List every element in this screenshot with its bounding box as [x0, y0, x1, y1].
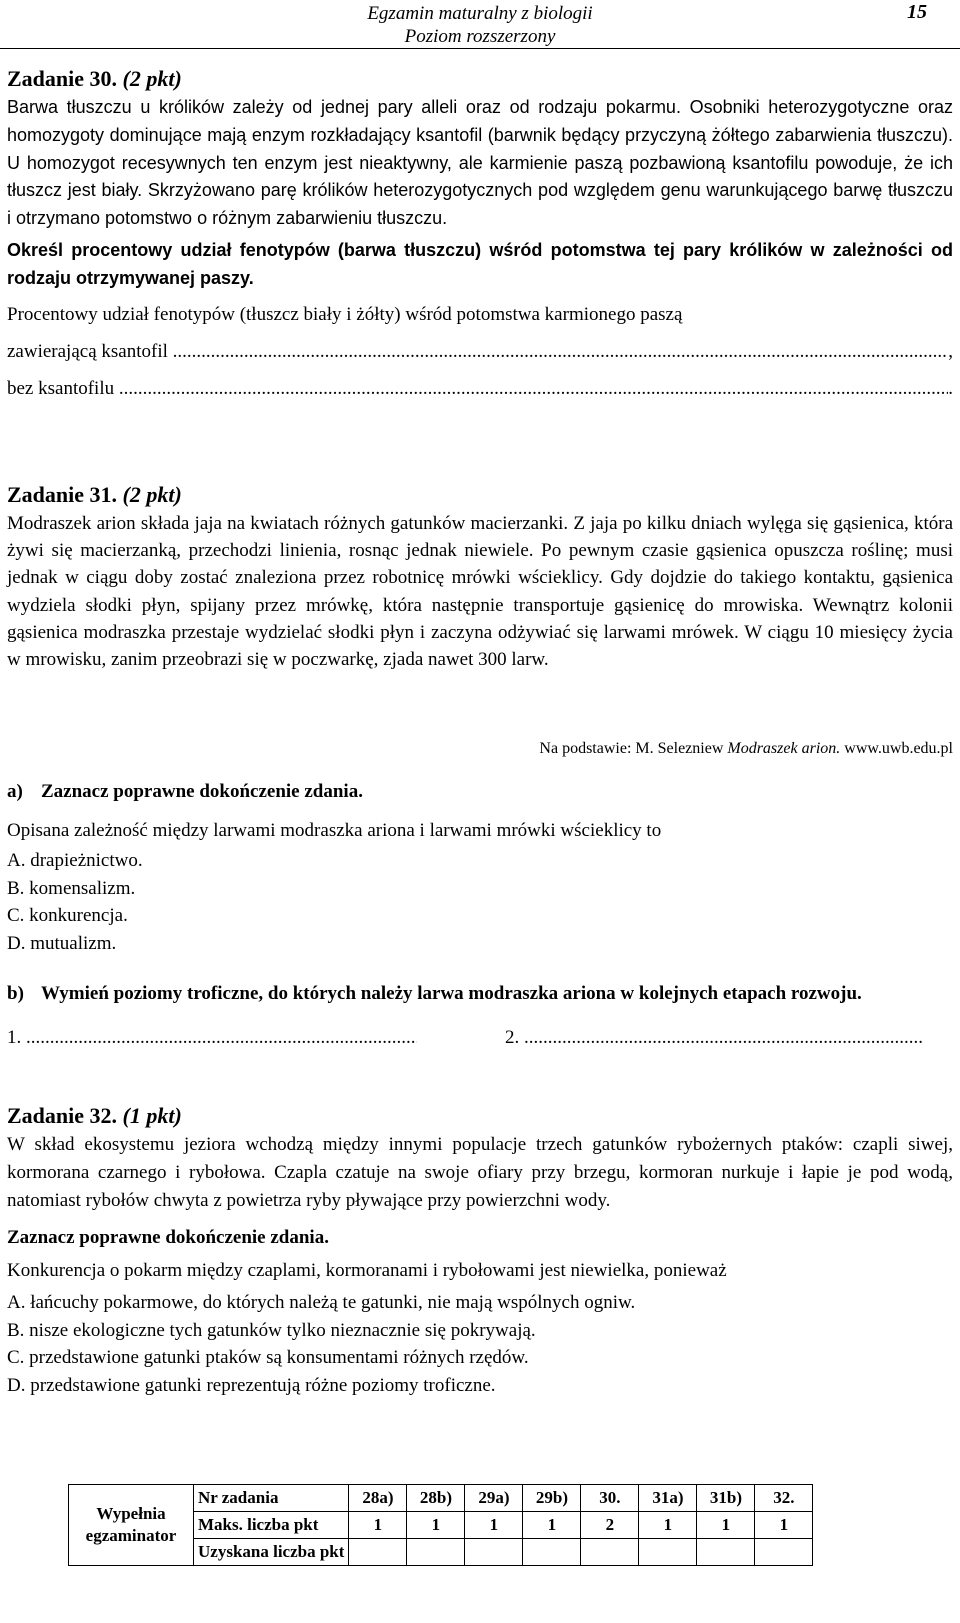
score-table — [68, 1484, 813, 1566]
task-31-heading — [7, 482, 953, 508]
task-30-heading — [7, 66, 953, 92]
answer-line-end: , — [948, 340, 953, 362]
task-31-title: Zadanie 31. — [7, 482, 118, 507]
option-c[interactable]: C. przedstawione gatunki ptaków są konsumentami różnych rzędów. — [7, 1347, 529, 1368]
obtained-points-cell[interactable] — [523, 1539, 581, 1566]
answer-line-label: bez ksantofilu — [7, 377, 119, 399]
filled-by-line2: egzaminator — [85, 1526, 177, 1545]
task-30-answer-line-1[interactable] — [7, 338, 953, 366]
task-30-answer-line-2[interactable] — [7, 375, 953, 403]
table-row — [69, 1485, 813, 1512]
task-30-points: (2 pkt) — [122, 66, 182, 91]
part-b-answer-2[interactable] — [505, 1024, 923, 1052]
max-points-cell: 1 — [349, 1512, 407, 1539]
exam-title — [350, 2, 610, 48]
row-label-task-number: Nr zadania — [194, 1485, 349, 1512]
task-32-paragraph: W skład ekosystemu jeziora wchodzą między innymi populacje trzech gatunków rybożernych ptaków: czapli siwej, kormorana czarnego i rybołowa. Czapla czatuje na swoje ofiary przy brzegu, kormoran nurkuje i łapie je pod wodą, natomiast rybołów chwyta z powietrza ryby pływające przy powierzchni wody. — [7, 1134, 953, 1211]
answer-line-end: . — [948, 377, 953, 399]
answer-dots — [524, 1024, 923, 1052]
task-32-options — [7, 1289, 953, 1399]
task-number-cell: 29b) — [523, 1485, 581, 1512]
source-suffix: www.uwb.edu.pl — [840, 740, 953, 757]
task-32-instruction: Zaznacz poprawne dokończenie zdania. — [7, 1227, 329, 1248]
source-title: Modraszek arion. — [727, 740, 841, 757]
task-30-instruction: Określ procentowy udział fenotypów (barwa tłuszczu) wśród potomstwa tej pary królików w zależności od rodzaju otrzymywanej paszy. — [7, 239, 953, 289]
part-b-text: Wymień poziomy troficzne, do których należy larwa modraszka ariona w kolejnych etapach rozwoju. — [41, 983, 862, 1004]
obtained-points-cell[interactable] — [697, 1539, 755, 1566]
page-header — [0, 0, 960, 49]
answer-dots — [26, 1024, 417, 1052]
obtained-points-cell[interactable] — [465, 1539, 523, 1566]
task-32 — [7, 1103, 953, 1399]
part-b-label: b) — [7, 983, 24, 1004]
max-points-cell: 1 — [639, 1512, 697, 1539]
filled-by-line1: Wypełnia — [96, 1504, 166, 1523]
exam-title-line2: Poziom rozszerzony — [404, 26, 556, 47]
task-30-answer-intro: Procentowy udział fenotypów (tłuszcz biały i żółty) wśród potomstwa karmionego paszą — [7, 303, 683, 325]
option-d[interactable]: D. mutualizm. — [7, 932, 117, 954]
answer-line-label: zawierającą ksantofil — [7, 340, 173, 362]
exam-title-line1: Egzamin maturalny z biologii — [367, 3, 593, 24]
task-32-points: (1 pkt) — [122, 1103, 182, 1128]
task-number-cell: 31a) — [639, 1485, 697, 1512]
option-a[interactable]: A. łańcuchy pokarmowe, do których należą te gatunki, nie mają wspólnych ogniw. — [7, 1292, 636, 1313]
task-31-part-a — [7, 778, 953, 957]
task-31-part-b — [7, 980, 953, 1052]
task-32-stem: Konkurencja o pokarm między czaplami, kormoranami i rybołowami jest niewielka, ponieważ — [7, 1260, 727, 1281]
part-b-answer-1[interactable] — [7, 1024, 417, 1052]
task-32-title: Zadanie 32. — [7, 1103, 118, 1128]
option-b[interactable]: B. nisze ekologiczne tych gatunków tylko nieznacznie się pokrywają. — [7, 1319, 536, 1341]
max-points-cell: 1 — [755, 1512, 813, 1539]
task-31 — [7, 482, 953, 673]
answer-dots — [173, 338, 949, 366]
task-number-cell: 28b) — [407, 1485, 465, 1512]
task-31-paragraph: Modraszek arion składa jaja na kwiatach różnych gatunków macierzanki. Z jaja po kilku dniach wylęga się gąsienica, która żywi się macierzanką, przechodzi linienia, rosnąc jednak niewiele. Po pewnym czasie gąsienica opuszcza roślinę; musi jednak w ciągu doby zostać znaleziona przez robotnicę mrówki wścieklicy. Gdy dojdzie do takiego kontaktu, gąsienica wydziela słodki płyn, spijany przez mrówkę, która następnie transportuje gąsienicę do mrowiska. Wewnątrz kolonii gąsienica modraszka przestaje wydzielać słodki płyn i zaczyna odżywiać się larwami mrówek. W ciągu 10 miesięcy życia w mrowisku, zanim przeobrazi się w poczwarkę, zjada nawet 300 larw. — [7, 513, 953, 671]
task-number-cell: 28a) — [349, 1485, 407, 1512]
option-b[interactable]: B. komensalizm. — [7, 877, 136, 899]
task-31-source — [539, 739, 953, 759]
task-30 — [7, 66, 953, 403]
task-30-title: Zadanie 30. — [7, 66, 118, 91]
obtained-points-cell[interactable] — [639, 1539, 697, 1566]
option-d[interactable]: D. przedstawione gatunki reprezentują różne poziomy troficzne. — [7, 1374, 496, 1396]
obtained-points-cell[interactable] — [755, 1539, 813, 1566]
max-points-cell: 1 — [697, 1512, 755, 1539]
max-points-cell: 1 — [465, 1512, 523, 1539]
obtained-points-cell[interactable] — [349, 1539, 407, 1566]
task-number-cell: 32. — [755, 1485, 813, 1512]
row-label-obtained-points: Uzyskana liczba pkt — [194, 1539, 349, 1566]
part-b-prompt — [7, 980, 953, 1008]
option-c[interactable]: C. konkurencja. — [7, 905, 128, 926]
task-number-cell: 29a) — [465, 1485, 523, 1512]
page-number: 15 — [907, 1, 927, 23]
max-points-cell: 1 — [407, 1512, 465, 1539]
task-30-paragraph: Barwa tłuszczu u królików zależy od jednej pary alleli oraz od rodzaju pokarmu. Osobniki heterozygotyczne oraz homozygoty dominujące mają enzym rozkładający ksantofil (barwnik będący przyczyną żółtego zabarwienia tłuszczu). U homozygot recesywnych ten enzym jest nieaktywny, ale karmienie paszą pozbawioną ksantofilu powoduje, że ich tłuszcz jest biały. Skrzyżowano parę królików heterozygotycznych pod względem genu warunkującego barwę tłuszczu i otrzymano potomstwo o różnym zabarwieniu tłuszczu. — [7, 97, 953, 229]
max-points-cell: 2 — [581, 1512, 639, 1539]
row-label-max-points: Maks. liczba pkt — [194, 1512, 349, 1539]
task-number-cell: 30. — [581, 1485, 639, 1512]
task-31-points: (2 pkt) — [122, 482, 182, 507]
answer-number: 2. — [505, 1027, 524, 1048]
max-points-cell: 1 — [523, 1512, 581, 1539]
answer-dots — [119, 375, 948, 403]
obtained-points-cell[interactable] — [581, 1539, 639, 1566]
part-a-label: a) — [7, 781, 23, 802]
part-a-stem: Opisana zależność między larwami modraszka ariona i larwami mrówki wścieklicy to — [7, 820, 662, 841]
task-number-cell: 31b) — [697, 1485, 755, 1512]
filled-by-cell — [69, 1485, 194, 1566]
task-32-heading — [7, 1103, 953, 1129]
answer-number: 1. — [7, 1027, 26, 1048]
option-a[interactable]: A. drapieżnictwo. — [7, 850, 143, 871]
part-a-prompt — [7, 778, 953, 806]
source-prefix: Na podstawie: M. Selezniew — [539, 740, 728, 757]
part-a-options — [7, 847, 953, 957]
part-b-answers — [7, 1024, 953, 1052]
part-a-text: Zaznacz poprawne dokończenie zdania. — [41, 781, 363, 802]
obtained-points-cell[interactable] — [407, 1539, 465, 1566]
